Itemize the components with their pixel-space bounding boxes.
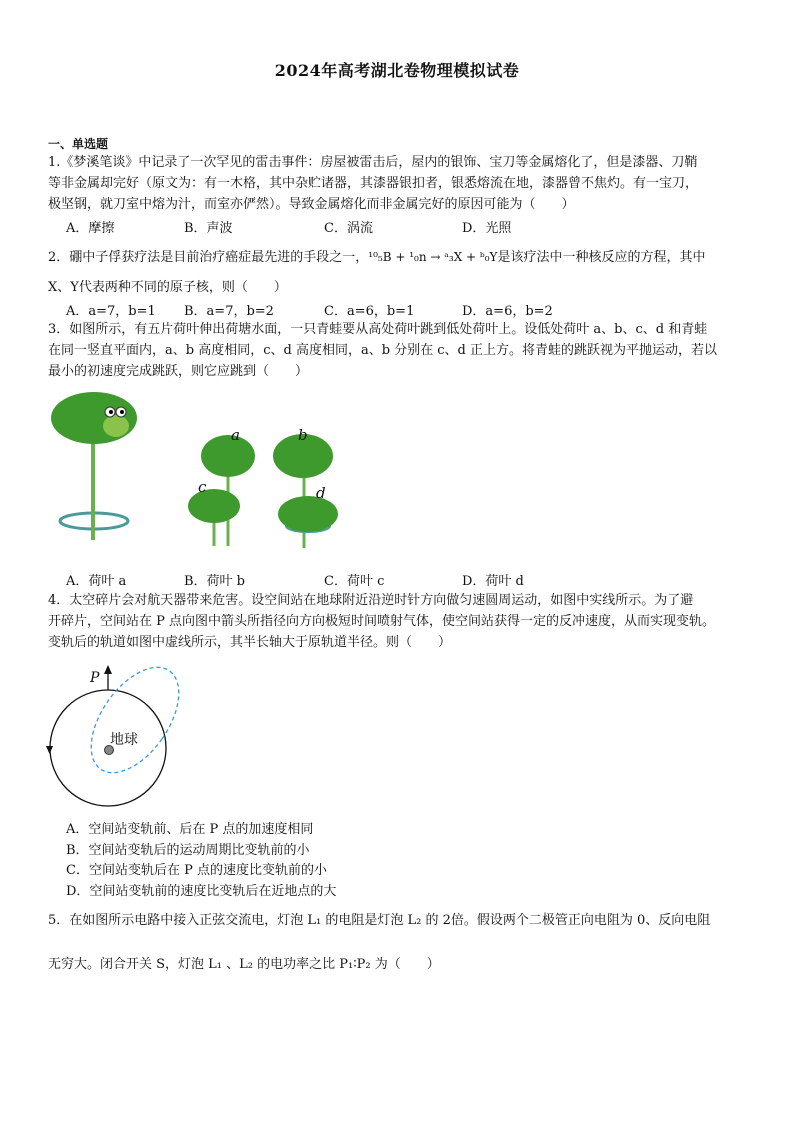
q1-option-d[interactable]: D．光照 — [462, 221, 512, 236]
q4-option-a[interactable]: A．空间站变轨前、后在 P 点的加速度相同 — [66, 822, 314, 837]
q2-option-a[interactable]: A．a=7，b=1 — [66, 304, 156, 319]
q1-line-3: 极坚钢，就刀室中熔为汁，而室亦俨然）。导致金属熔化而非金属完好的原因可能为（ ） — [48, 197, 575, 212]
q2-option-b[interactable]: B．a=7，b=2 — [184, 304, 274, 319]
label-earth: 地球 — [110, 732, 138, 748]
q4-option-c[interactable]: C．空间站变轨后在 P 点的速度比变轨前的小 — [66, 863, 327, 878]
q4-line-2: 开碎片，空间站在 P 点向图中箭头所指径向方向极短时间喷射气体，使空间站获得一定的反冲速度，从而实现变轨。 — [48, 614, 716, 629]
q2-line-2: X、Y代表两种不同的原子核，则（ ） — [48, 280, 287, 295]
q3-option-a[interactable]: A．荷叶 a — [66, 574, 127, 589]
q3-option-c[interactable]: C．荷叶 c — [324, 574, 385, 589]
q3-options — [66, 570, 524, 589]
label-b: b — [298, 426, 308, 444]
leaf-d — [278, 496, 338, 532]
lotus-frog-figure — [46, 388, 346, 560]
q2-options — [66, 300, 553, 319]
label-d: d — [316, 484, 326, 502]
q1-line-1: 1.《梦溪笔谈》中记录了一次罕见的雷击事件：房屋被雷击后，屋内的银饰、宝刀等金属熔化了，但是漆器、刀鞘 — [48, 155, 698, 170]
frog-icon — [103, 407, 129, 437]
q4-line-3: 变轨后的轨道如图中虚线所示，其半长轴大于原轨道半径。则（ ） — [48, 635, 452, 650]
q4-line-1: 4．太空碎片会对航天器带来危害。设空间站在地球附近沿逆时针方向做匀速圆周运动，如图中实线所示。为了避 — [48, 593, 694, 608]
q1-option-c[interactable]: C．涡流 — [324, 221, 373, 236]
q1-line-2: 等非金属却完好（原文为：有一木格，其中杂贮诸器，其漆器银扣者，银悉熔流在地，漆器曾不焦灼。有一宝刀， — [48, 176, 699, 191]
q3-line-3: 最小的初速度完成跳跃，则它应跳到（ ） — [48, 364, 309, 379]
section-heading: 一、单选题 — [48, 137, 109, 151]
orbit-figure — [40, 662, 190, 812]
leaf-a — [201, 435, 255, 477]
q3-line-1: 3．如图所示，有五片荷叶伸出荷塘水面，一只青蛙要从高处荷叶跳到低处荷叶上。设低处荷叶 a、b、c、d 和青蛙 — [48, 322, 708, 337]
q5-line-1: 5．在如图所示电路中接入正弦交流电，灯泡 L₁ 的电阻是灯泡 L₂ 的 2倍。假设两个二极管正向电阻为 0、反向电阻 — [48, 913, 711, 928]
q1-options — [66, 217, 511, 236]
q4-option-d[interactable]: D．空间站变轨前的速度比变轨后在近地点的大 — [66, 883, 337, 899]
thrust-arrowhead — [104, 665, 112, 674]
q2-option-d[interactable]: D．a=6，b=2 — [462, 304, 553, 319]
q4-option-b[interactable]: B．空间站变轨后的运动周期比变轨前的小 — [66, 842, 310, 858]
orbit-direction-arrow — [46, 746, 53, 754]
page-title: 2024年高考湖北卷物理模拟试卷 — [274, 61, 520, 80]
q2-line-1 — [48, 247, 705, 268]
q4-options — [66, 820, 336, 902]
q5-line-2: 无穷大。闭合开关 S，灯泡 L₁ 、L₂ 的电功率之比 P₁∶P₂ 为（ ） — [48, 957, 440, 972]
leaf-c — [188, 489, 240, 523]
q2-equation: ¹⁰₅B + ¹₀n → ᵃ₃X + ᵇ₀Y — [368, 250, 498, 264]
q3-option-b[interactable]: B．荷叶 b — [184, 574, 246, 589]
q2-option-c[interactable]: C．a=6，b=1 — [324, 304, 415, 319]
q1-option-b[interactable]: B．声波 — [184, 221, 233, 236]
label-a: a — [231, 426, 240, 444]
q3-line-2: 在同一竖直平面内，a、b 高度相同，c、d 高度相同，a、b 分别在 c、d 正上方。将青蛙的跳跃视为平抛运动，若以 — [48, 343, 718, 358]
label-c: c — [198, 478, 207, 496]
q3-option-d[interactable]: D．荷叶 d — [462, 574, 524, 589]
q2-text-before: 2．硼中子俘获疗法是目前治疗癌症最先进的手段之一， — [48, 250, 369, 265]
q1-option-a[interactable]: A．摩擦 — [66, 221, 115, 236]
label-p: P — [90, 670, 100, 686]
q2-text-after: 是该疗法中一种核反应的方程，其中 — [497, 250, 706, 265]
